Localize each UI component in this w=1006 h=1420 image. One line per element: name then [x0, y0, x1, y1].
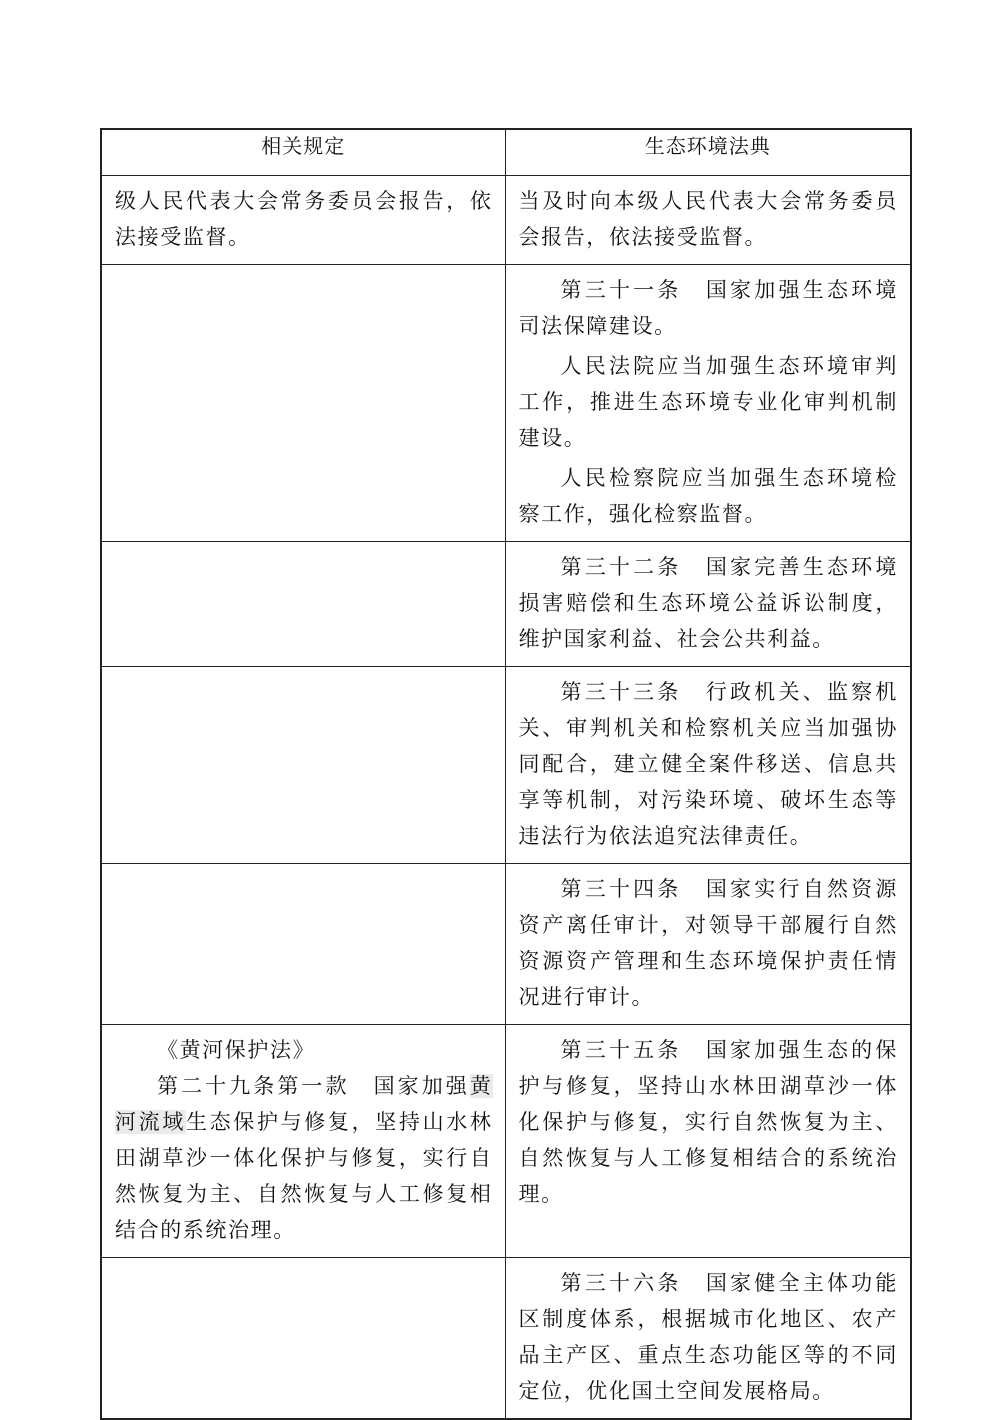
- article-31-text: 第三十一条 国家加强生态环境司法保障建设。: [518, 277, 898, 338]
- right-cell: [505, 863, 911, 1024]
- left-cell-empty: [101, 1257, 505, 1419]
- highlighted-term: 黄河流域: [115, 1073, 493, 1134]
- table-row: [101, 1024, 911, 1257]
- left-cell-empty: [101, 863, 505, 1024]
- table-row: [101, 264, 911, 541]
- clause-rest: 生态保护与修复，坚持山水林田湖草沙一体化保护与修复，实行自然恢复为主、自然恢复与人工修复相结合的系统治理。: [115, 1109, 493, 1242]
- article-36-text: 第三十六条 国家健全主体功能区制度体系，根据城市化地区、农产品主产区、重点生态功能区等的不同定位，优化国土空间发展格局。: [518, 1270, 898, 1403]
- article-33-text: 第三十三条 行政机关、监察机关、审判机关和检察机关应当加强协同配合，建立健全案件移送、信息共享等机制，对污染环境、破坏生态等违法行为依法追究法律责任。: [518, 679, 898, 848]
- right-cell: [505, 1024, 911, 1257]
- yellow-river-clause: [115, 1068, 493, 1248]
- clause-head: 第二十九条第一款 国家加强: [157, 1073, 470, 1098]
- header-related-provisions: 相关规定: [101, 129, 505, 175]
- comparison-table: [100, 128, 912, 1420]
- header-eco-env-code: 生态环境法典: [505, 129, 911, 175]
- right-cell: [505, 264, 911, 541]
- right-text: 当及时向本级人民代表大会常务委员会报告，依法接受监督。: [518, 188, 898, 249]
- table-row: [101, 666, 911, 863]
- left-cell-empty: [101, 666, 505, 863]
- article-34-text: 第三十四条 国家实行自然资源资产离任审计，对领导干部履行自然资源资产管理和生态环境保护责任情况进行审计。: [518, 876, 898, 1009]
- table-row: [101, 541, 911, 666]
- article-32-text: 第三十二条 国家完善生态环境损害赔偿和生态环境公益诉讼制度，维护国家利益、社会公共利益。: [518, 554, 898, 651]
- left-cell-empty: [101, 541, 505, 666]
- right-cell: [505, 1257, 911, 1419]
- table-row: [101, 863, 911, 1024]
- article-35-text: 第三十五条 国家加强生态的保护与修复，坚持山水林田湖草沙一体化保护与修复，实行自然恢复为主、自然恢复与人工修复相结合的系统治理。: [518, 1037, 898, 1206]
- article-31-para-3: 人民检察院应当加强生态环境检察工作，强化检察监督。: [518, 465, 898, 526]
- table-header-row: [101, 129, 911, 175]
- table-row: [101, 1257, 911, 1419]
- article-31-para-2: 人民法院应当加强生态环境审判工作，推进生态环境专业化审判机制建设。: [518, 353, 898, 450]
- left-cell-empty: [101, 264, 505, 541]
- table-row: [101, 175, 911, 264]
- left-cell: [101, 175, 505, 264]
- left-cell: [101, 1024, 505, 1257]
- law-title: 《黄河保护法》: [157, 1037, 316, 1062]
- right-cell: [505, 541, 911, 666]
- left-text: 级人民代表大会常务委员会报告，依法接受监督。: [115, 188, 493, 249]
- right-cell: [505, 666, 911, 863]
- right-cell: [505, 175, 911, 264]
